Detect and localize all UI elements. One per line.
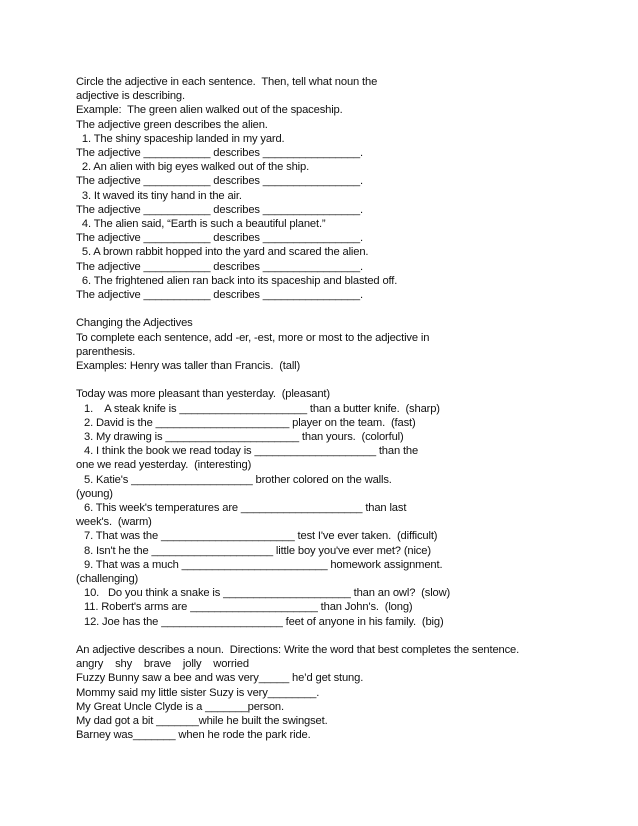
section1-intro-line: Circle the adjective in each sentence. Then, tell what noun the bbox=[76, 76, 378, 88]
section2-title: Changing the Adjectives bbox=[76, 317, 193, 330]
spacer bbox=[76, 302, 556, 316]
word-bank: angry shy brave jolly worried bbox=[76, 658, 249, 671]
comparative-item: 7. That was the ______________________ test I've ever taken. (difficult) bbox=[84, 530, 438, 543]
comparative-item-continued: week's. (warm) bbox=[76, 516, 152, 529]
comparative-item-continued: (challenging) bbox=[76, 573, 139, 586]
section1-example: Example: The green alien walked out of the spaceship. bbox=[76, 104, 343, 117]
section3-directions: An adjective describes a noun. Directions: Write the word that best completes the sentence. bbox=[76, 644, 520, 657]
comparative-item: 4. I think the book we read today is ____________________ than the bbox=[84, 445, 419, 458]
adjective-sentence: 4. The alien said, “Earth is such a beautiful planet.” bbox=[76, 218, 326, 231]
comparative-item: 1. A steak knife is _____________________ than a butter knife. (sharp) bbox=[84, 402, 440, 415]
adjective-sentence: 6. The frightened alien ran back into its spaceship and blasted off. bbox=[76, 274, 398, 287]
worksheet-content bbox=[76, 75, 556, 743]
comparative-item: 5. Katie's ____________________ brother colored on the walls. bbox=[84, 473, 392, 486]
section2-intro-line: To complete each sentence, add -er, -est, more or most to the adjective in bbox=[76, 331, 430, 344]
fill-in-item: Mommy said my little sister Suzy is very________. bbox=[76, 686, 320, 699]
fill-in-item: My dad got a bit _______while he built the swingset. bbox=[76, 715, 328, 728]
comparative-item: 8. Isn't he the ____________________ little boy you've ever met? (nice) bbox=[84, 544, 431, 557]
fill-in-item: My Great Uncle Clyde is a _______person. bbox=[76, 700, 284, 713]
comparative-item: 9. That was a much ________________________ homework assignment. bbox=[84, 558, 443, 571]
fill-in-item: Barney was_______ when he rode the park ride. bbox=[76, 729, 311, 742]
section2-intro-line: parenthesis. bbox=[76, 345, 136, 358]
section2-example: Examples: Henry was taller than Francis. (tall) bbox=[76, 360, 301, 373]
section1-intro-line: adjective is describing. bbox=[76, 90, 185, 103]
fill-in-item: Fuzzy Bunny saw a bee and was very_____ he’d get stung. bbox=[76, 672, 364, 685]
comparative-item: 12. Joe has the ____________________ feet of anyone in his family. (big) bbox=[84, 615, 444, 628]
adjective-sentence: 5. A brown rabbit hopped into the yard and scared the alien. bbox=[76, 246, 369, 259]
spacer bbox=[76, 629, 556, 643]
adjective-answer-line: The adjective ___________ describes ________________. bbox=[76, 232, 363, 245]
adjective-answer-line: The adjective ___________ describes ________________. bbox=[76, 147, 363, 160]
adjective-answer-line: The adjective ___________ describes ________________. bbox=[76, 289, 363, 302]
comparative-item: 2. David is the ______________________ player on the team. (fast) bbox=[84, 416, 416, 429]
comparative-item-continued: one we read yesterday. (interesting) bbox=[76, 459, 252, 472]
adjective-sentence: 1. The shiny spaceship landed in my yard. bbox=[76, 132, 285, 145]
adjective-answer-line: The adjective ___________ describes ________________. bbox=[76, 203, 363, 216]
comparative-item-continued: (young) bbox=[76, 487, 113, 500]
adjective-answer-line: The adjective ___________ describes ________________. bbox=[76, 260, 363, 273]
section2-example: Today was more pleasant than yesterday. (pleasant) bbox=[76, 388, 330, 401]
comparative-item: 11. Robert's arms are _____________________ than John's. (long) bbox=[84, 601, 413, 614]
adjective-sentence: 2. An alien with big eyes walked out of the ship. bbox=[76, 161, 310, 174]
adjective-sentence: 3. It waved its tiny hand in the air. bbox=[76, 189, 242, 202]
adjective-answer-line: The adjective ___________ describes ________________. bbox=[76, 175, 363, 188]
section1-example-answer: The adjective green describes the alien. bbox=[76, 118, 268, 131]
comparative-item: 6. This week's temperatures are ____________________ than last bbox=[84, 502, 407, 515]
spacer bbox=[76, 373, 556, 387]
comparative-item: 3. My drawing is ______________________ than yours. (colorful) bbox=[84, 431, 404, 444]
comparative-item: 10. Do you think a snake is _____________________ than an owl? (slow) bbox=[84, 587, 451, 600]
